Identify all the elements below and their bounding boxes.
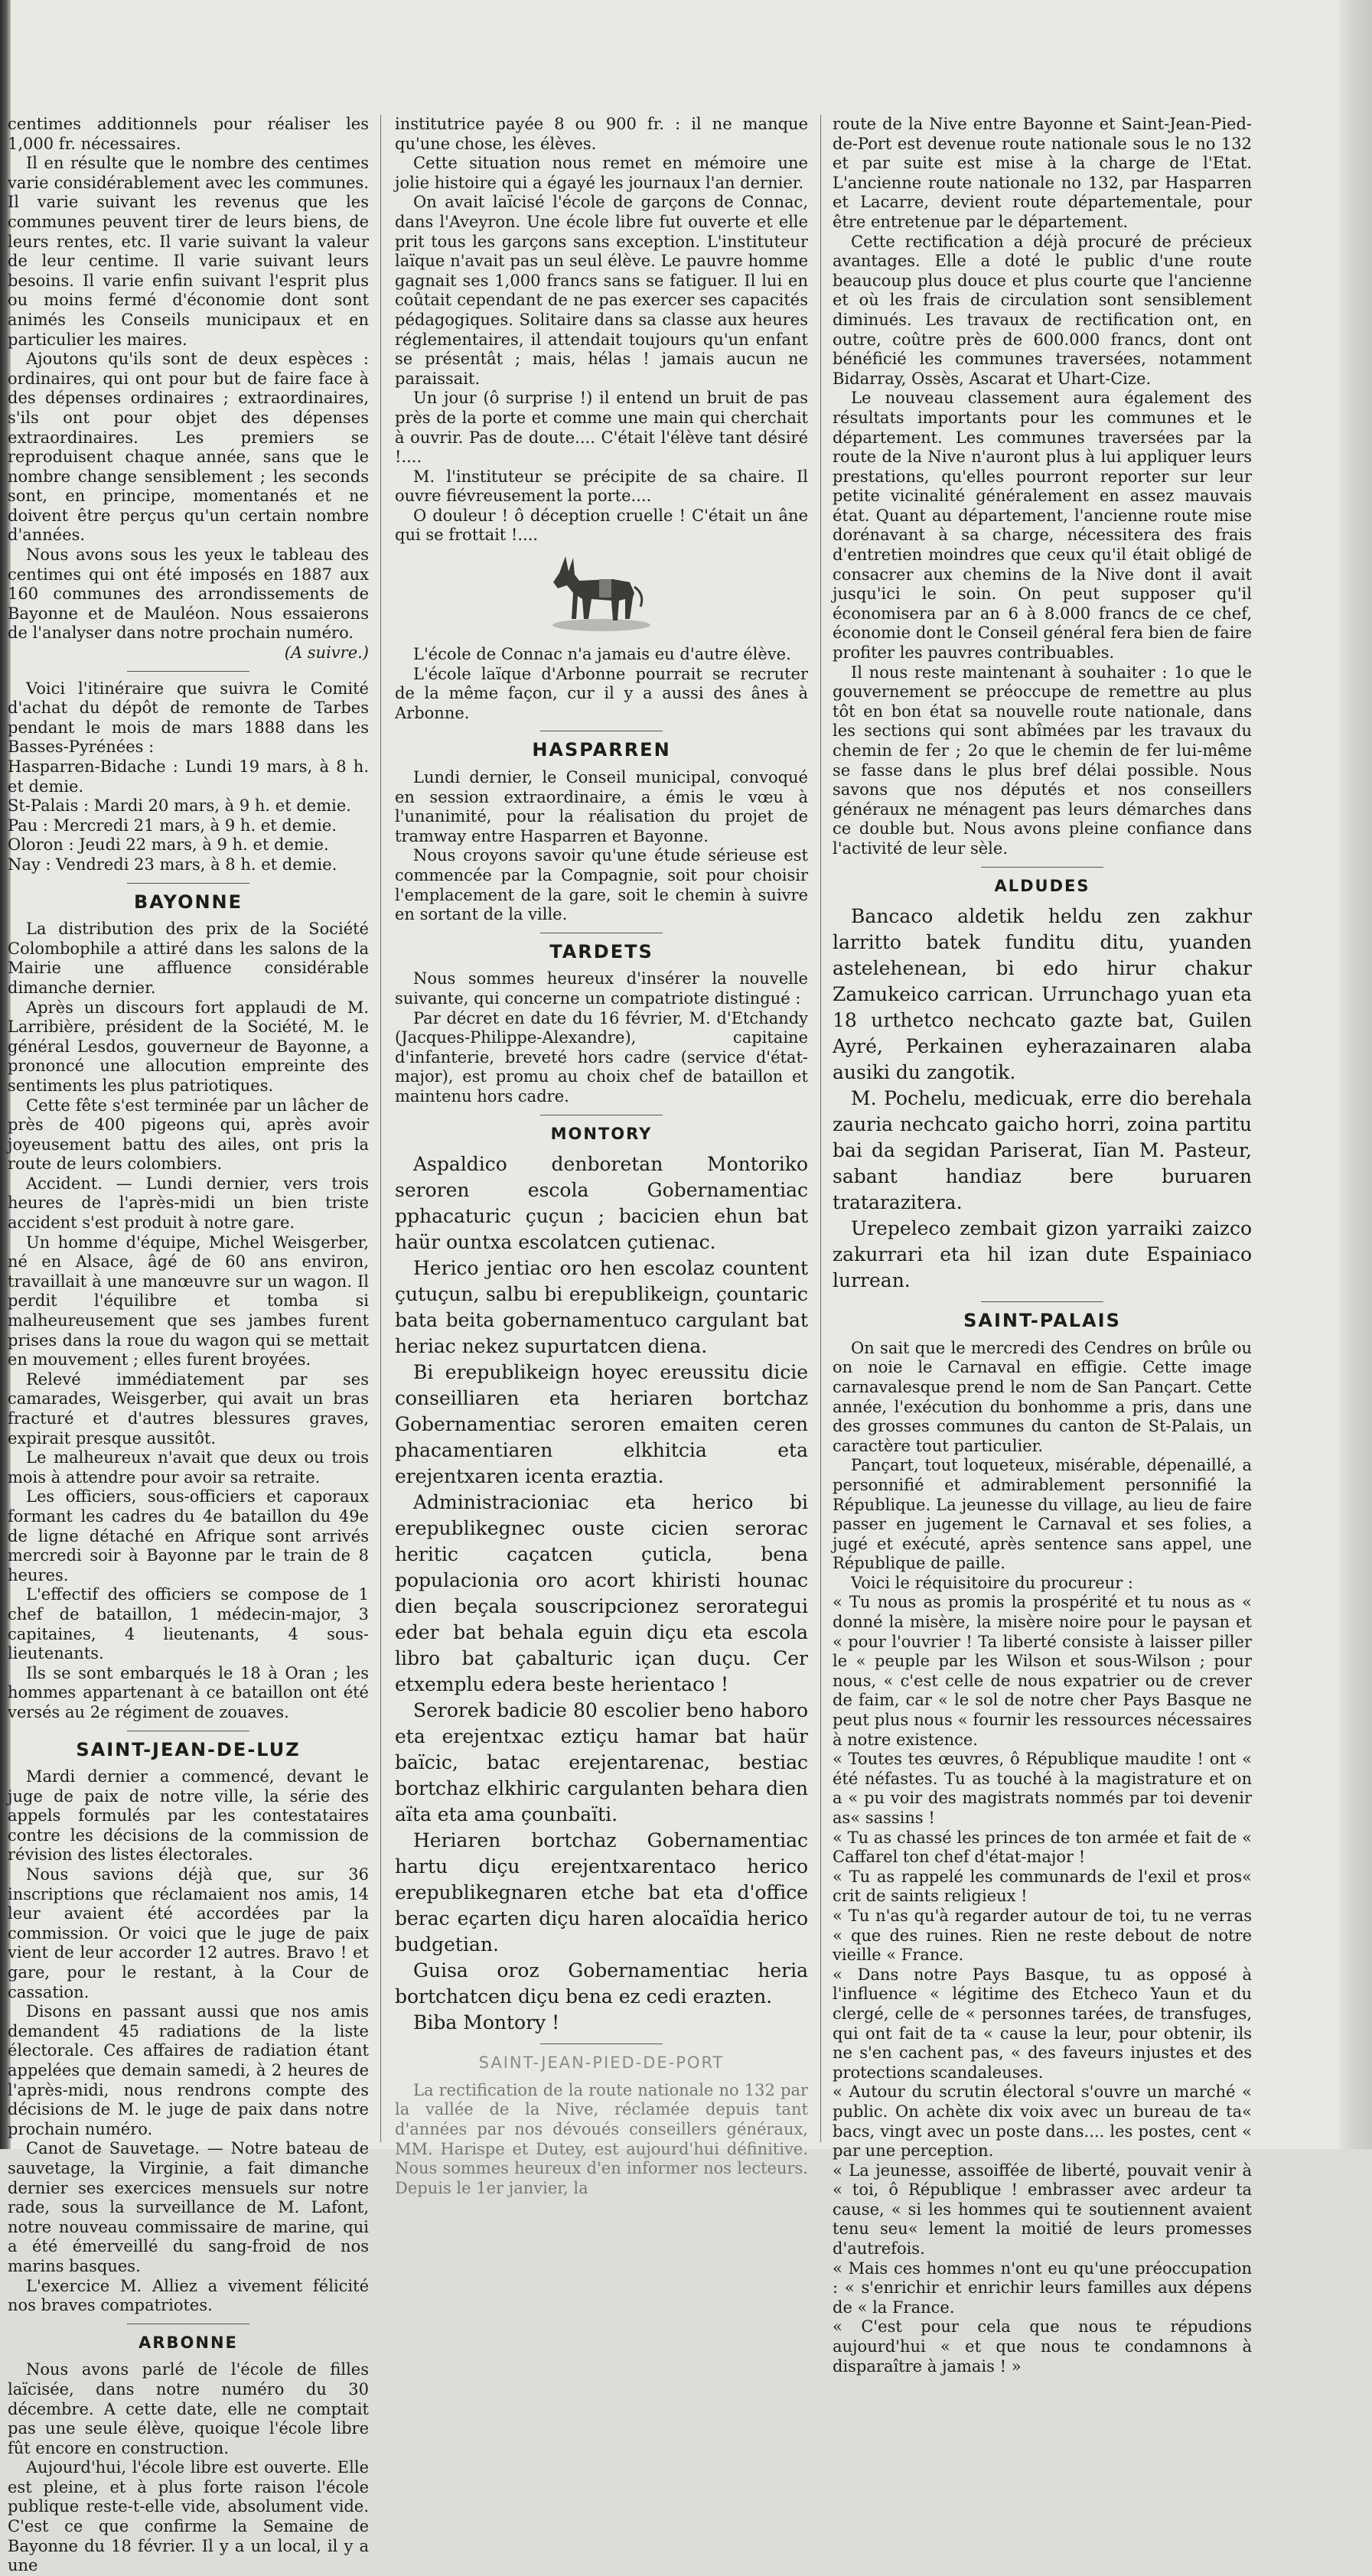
paragraph: Accident. — Lundi dernier, vers trois heures de l'après-midi un bien triste accident s'est produit à notre gare. xyxy=(8,1174,369,1233)
donkey-saddle xyxy=(599,579,611,598)
paragraph: L'effectif des officiers se compose de 1 chef de bataillon, 1 médecin-major, 3 capitaines, 4 lieutenants, 4 sous-lieutenants. xyxy=(8,1585,369,1663)
paragraph: La distribution des prix de la Société Colombophile a attiré dans les salons de la Mairie une affluence considérable dimanche dernier. xyxy=(8,920,369,997)
column-1 xyxy=(8,115,369,2575)
paragraph: Nous croyons savoir qu'une étude sérieuse est commencée par la Compagnie, soit pour choisir l'emplacement de la gare, soit le chemin à suivre en sortant de la ville. xyxy=(395,846,808,924)
aldudes-basque-text xyxy=(833,904,1252,1294)
paragraph: Serorek badicie 80 escolier beno haboro eta erejentxac eztiçu hamar bat haür baïcic, batac erejentarenac, bestiac bortchaz elkhiric cargulanten behara dien aïta eta ama çounbaïti. xyxy=(395,1699,808,1826)
column-rule xyxy=(380,115,381,2142)
itinerary-line: Nay : Vendredi 23 mars, à 8 h. et demie. xyxy=(8,855,337,874)
paragraph: Cette rectification a déjà procuré de précieux avantages. Elle a doté le public d'une route beaucoup plus douce et plus courte que l'ancienne et où les frais de circulation sont sensiblement diminués. Les travaux de rectification ont, en outre, coûtre près de 600.000 francs, dont ont bénéficié les communes traversées, notamment Bidarray, Ossès, Ascarat et Uhart-Cize. xyxy=(833,232,1252,388)
to-be-continued: (A suivre.) xyxy=(284,643,369,663)
quote-paragraph: « Tu nous as promis la prospérité et tu nous as « donné la misère, la misère noire pour le paysan et « pour l'ouvrier ! Ta liberté consiste à laisser piller le « peuple par les Wilson et sous-Wilson ; pour nous, « c'est celle de nous expatrier ou de crever de faim, car « le sol de notre cher Pays Basque ne peut plus nous « fournir les ressources nécessaires à notre existence. xyxy=(833,1593,1252,1749)
column-2 xyxy=(395,115,808,2197)
divider xyxy=(127,671,249,672)
paragraph: Cette situation nous remet en mémoire une jolie histoire qui a égayé les journaux l'an dernier. xyxy=(395,154,808,192)
page-right-margin xyxy=(1337,0,1372,2149)
paragraph: Voici le réquisitoire du procureur : xyxy=(851,1573,1133,1592)
itinerary-line: Oloron : Jeudi 22 mars, à 9 h. et demie. xyxy=(8,835,329,855)
paragraph: Un jour (ô surprise !) il entend un bruit de pas près de la porte et comme une main qui cherchait à ouvrir. Pas de doute.... C'était l'élève tant désiré !.... xyxy=(395,389,808,467)
section-title-arbonne: ARBONNE xyxy=(139,2333,238,2352)
quote-paragraph: « C'est pour cela que nous te répudions aujourd'hui « et que nous te condamnons à disparaître à jamais ! » xyxy=(833,2317,1252,2376)
ground-shadow xyxy=(552,619,650,631)
divider xyxy=(127,883,249,884)
paragraph: centimes additionnels pour réaliser les 1,000 fr. nécessaires. xyxy=(8,115,369,153)
paragraph: Bancaco aldetik heldu zen zakhur larritto batek funditu ditu, yuanden astelehenean, bi edo hirur chakur Zamukeico carrican. Urrunchago yuan eta 18 urthetco nechcato gazte bat, Guilen Ayré, Perkainen eyherazainaren alaba ausiki du zangotik. xyxy=(833,905,1252,1084)
quote-paragraph: « Tu n'as qu'à regarder autour de toi, tu ne verras « que des ruines. Rien ne reste debout de notre vieille « France. xyxy=(833,1906,1252,1965)
paragraph: La rectification de la route nationale no 132 par la vallée de la Nive, réclamée depuis tant d'années par nos dévoués conseillers généraux, MM. Harispe et Dutey, est aujourd'hui définitive. Nous sommes heureux d'en informer nos lecteurs. Depuis le 1er janvier, la xyxy=(395,2080,808,2197)
donkey-tail xyxy=(634,587,642,607)
paragraph: O douleur ! ô déception cruelle ! C'était un âne qui se frottait !.... xyxy=(395,506,808,545)
quote-paragraph: « La jeunesse, assoiffée de liberté, pouvait venir à « toi, ô République ! embrasser avec ardeur ta cause, « si les hommes qui te soutiennent avaient tenu seu« lement la moitié de leurs promesses d'autrefois. xyxy=(833,2161,1252,2258)
section-title-saint-palais: SAINT-PALAIS xyxy=(963,1310,1121,1332)
paragraph: Relevé immédiatement par ses camarades, Weisgerber, qui avait un bras fracturé et d'autres blessures graves, expirait presque aussitôt. xyxy=(8,1369,369,1448)
paragraph: Le nouveau classement aura également des résultats importants pour les communes et le département. Les communes traversées par la route de la Nive n'auront plus à lui appliquer leurs prestations, qu'elles pourront reporter sur leur petite vicinalité généralement en assez mauvais état. Quant au département, l'ancienne route mise dorénavant à sa charge, nécessitera des frais d'entretien moindres que ceux qu'il était obligé de consacrer aux chemins de la Nive dont il avait jusqu'ici le soin. On peut supposer qu'il économisera par an 6 à 8.000 francs de ce chef, économie dont le Conseil général fera bien de faire profiter les pauvres contribuables. xyxy=(833,389,1252,663)
itinerary-line: St-Palais : Mardi 20 mars, à 9 h. et demie. xyxy=(8,796,351,816)
paragraph: Cette fête s'est terminée par un lâcher de près de 400 pigeons qui, après avoir joyeusement battu des ailes, ont pris la route de leurs colombiers. xyxy=(8,1096,369,1174)
donkey-illustration xyxy=(544,550,659,634)
paragraph: Il nous reste maintenant à souhaiter : 1o que le gouvernement se préoccupe de remettre au plus tôt en bon état sa nouvelle route nationale, dans les sections qui sont abîmées par les travaux du chemin de fer ; 2o que le chemin de fer lui-même se fasse dans le plus bref délai possible. Nous savons que nos députés et nos conseillers généraux ne ménagent pas leurs démarches dans ce double but. Nous avons pleine confiance dans l'activité de leur sèle. xyxy=(833,663,1252,858)
paragraph: route de la Nive entre Bayonne et Saint-Jean-Pied-de-Port est devenue route nationale sous le no 132 et par suite est mise à la charge de l'Etat. L'ancienne route nationale no 132, par Hasparren et Lacarre, devient route départementale, pour être entretenue par le département. xyxy=(833,115,1252,231)
quote-paragraph: « Dans notre Pays Basque, tu as opposé à l'influence « légitime des Etcheco Yaun et du clergé, celle de « personnes tarées, de transfuges, qui ont fait de ta « cause la leur, pour obtenir, ils ne s'en cachent pas, « des faveurs injustes et des protections scandaleuses. xyxy=(833,1965,1252,2082)
section-title-saint-jean-pied-de-port: SAINT-JEAN-PIED-DE-PORT xyxy=(478,2053,725,2073)
paragraph: Il en résulte que le nombre des centimes varie considérablement avec les communes. Il varie suivant les revenus que les communes peuvent tirer de leurs biens, de leurs rentes, etc. Il varie suivant la valeur de leur centime. Il varie suivant leurs besoins. Il varie enfin suivant l'esprit plus ou moins fermé d'économie dont sont animés les Conseils municipaux et en particulier les maires. xyxy=(8,154,369,349)
paragraph: On sait que le mercredi des Cendres on brûle ou on noie le Carnaval en effigie. Cette image carnavalesque prend le nom de San Pançart. Cette année, l'exécution du bonhomme a pris, dans une des grosses communes du canton de St-Palais, un caractère tout particulier. xyxy=(833,1338,1252,1455)
section-title-aldudes: ALDUDES xyxy=(994,876,1090,895)
paragraph: Administracioniac eta herico bi erepublikegnec ouste cicien serorac heritic caçatcen çuticla, bena populacionia oro acort khiristi hounac dien beçala souscripcionez serorategui eder bat behala eguin diçu eta escola libro bat çabalturic içan duçu. Cer etxemplu edera beste herientaco ! xyxy=(395,1491,808,1696)
requisitoire-quote xyxy=(833,1593,1252,2376)
paragraph: Aspaldico denboretan Montoriko seroren escola Gobernamentiac pphacaturic çuçun ; bacicien ehun bat haür ountxa escolatcen çutienac. xyxy=(395,1153,808,1254)
paragraph: Les officiers, sous-officiers et caporaux formant les cadres du 4e bataillon du 49e de ligne détaché en Afrique sont arrivés mercredi soir à Bayonne par le train de 8 heures. xyxy=(8,1487,369,1584)
quote-paragraph: « Autour du scrutin électoral s'ouvre un marché « public. On achète dix voix avec un bureau de ta« bacs, vingt avec un poste dans.... les postes, cent « par une perception. xyxy=(833,2083,1252,2161)
quote-paragraph: « Toutes tes œuvres, ô République maudite ! ont « été néfastes. Tu as touché à la magistrature et on a « pu voir des magistrats nommés par toi devenir as« sassins ! xyxy=(833,1750,1252,1827)
paragraph: Nous avons sous les yeux le tableau des centimes qui ont été imposés en 1887 aux 160 communes des arrondissements de Bayonne et de Mauléon. Nous essaierons de l'analyser dans notre prochain numéro. xyxy=(8,545,369,643)
itinerary-line: Pau : Mercredi 21 mars, à 9 h. et demie. xyxy=(8,816,337,835)
paragraph: Canot de Sauvetage. — Notre bateau de sauvetage, la Virginie, a fait dimanche dernier ses exercices mensuels sur notre rade, sous la surveillance de M. Lafont, notre nouveau commissaire de marine, qui a été émerveillé du sang-froid de nos marins basques. xyxy=(8,2139,369,2275)
paragraph: Un homme d'équipe, Michel Weisgerber, né en Alsace, âgé de 60 ans environ, travaillait à une manœuvre sur un wagon. Il perdit l'équilibre et tomba si malheureusement que ses jambes furent prises dans la roue du wagon qui se mettait en mouvement ; elles furent broyées. xyxy=(8,1233,369,1369)
paragraph: Ajoutons qu'ils sont de deux espèces : ordinaires, qui ont pour but de faire face à des dépenses ordinaires ; extraordinaires, s'ils ont pour objet des dépenses extraordinaires. Les premiers se reproduisent chaque année, sans que le nombre change sensiblement ; les seconds sont, en principe, momentanés et ne doivent être perçus qu'un certain nombre d'années. xyxy=(8,350,369,545)
paragraph: Aujourd'hui, l'école libre est ouverte. Elle est pleine, et à plus forte raison l'école publique reste-t-elle vide, absolument vide. C'est ce que confirme la Semaine de Bayonne du 18 février. Il y a un local, il y a une xyxy=(8,2458,369,2575)
paragraph: Bi erepublikeign hoyec ereussitu dicie conseilliaren eta heriaren bortchaz Gobernamentiac seroren emaiten ceren phacamentiaren elkhitcia eta erejentxaren icenta eraztia. xyxy=(395,1361,808,1488)
paragraph: Mardi dernier a commencé, devant le juge de paix de notre ville, la série des appels formulés par les contestataires contre les décisions de la commission de révision des listes électorales. xyxy=(8,1767,369,1864)
section-title-hasparren: HASPARREN xyxy=(532,739,671,761)
column-rule xyxy=(820,115,821,2142)
paragraph: L'école laïque d'Arbonne pourrait se recruter de la même façon, cur il y a aussi des ânes à Arbonne. xyxy=(395,664,808,722)
paragraph: Nous savions déjà que, sur 36 inscriptions que réclamaient nos amis, 14 leur avaient été accordées par la commission. Or voici que le juge de paix vient de leur accorder 12 autres. Bravo ! et gare, pour le restant, à la Cour de cassation. xyxy=(8,1865,369,2001)
paragraph: Pançart, tout loqueteux, misérable, dépenaillé, a personnifié et admirablement personnifié la République. La jeunesse du village, au lieu de faire passer en jugement le Carnaval et ses folies, a jugé et exécuté, après sentence sans appel, une République de paille. xyxy=(833,1456,1252,1573)
paragraph: Le malheureux n'avait que deux ou trois mois à attendre pour avoir sa retraite. xyxy=(8,1448,369,1487)
column-3 xyxy=(833,115,1252,2376)
quote-paragraph: « Tu as chassé les princes de ton armée et fait de « Caffarel ton chef d'état-major ! xyxy=(833,1828,1252,1867)
paragraph: Après un discours fort applaudi de M. Larribière, président de la Société, M. le général Lesdos, gouverneur de Bayonne, a prononcé une allocution empreinte des sentiments les plus patriotiques. xyxy=(8,998,369,1095)
section-title-montory: MONTORY xyxy=(550,1124,653,1143)
donkey-silhouette xyxy=(553,556,634,620)
divider xyxy=(981,867,1103,868)
paragraph: Biba Montory ! xyxy=(413,2011,560,2034)
paragraph: Guisa oroz Gobernamentiac heria bortchatcen diçu bena ez cedi erazten. xyxy=(395,1959,808,2008)
paragraph: Disons en passant aussi que nos amis demandent 45 radiations de la liste électorale. Ces affaires de radiation étant appelées que demain samedi, à 2 heures de l'après-midi, nous rendrons compte des décisions de M. le juge de paix dans notre prochain numéro. xyxy=(8,2002,369,2138)
paragraph: L'exercice M. Alliez a vivement félicité nos braves compatriotes. xyxy=(8,2276,369,2315)
itinerary-intro: Voici l'itinéraire que suivra le Comité d'achat du dépôt de remonte de Tarbes pendant le mois de mars 1888 dans les Basses-Pyrénées : xyxy=(8,679,369,757)
paragraph: M. Pochelu, medicuak, erre dio berehala zauria nechcato gaicho horri, zoina partitu bai da segidan Pariserat, Iïan M. Pasteur, sabant handiaz bere buruaren tratarazitera. xyxy=(833,1087,1252,1214)
paragraph: institutrice payée 8 ou 900 fr. : il ne manque qu'une chose, les élèves. xyxy=(395,115,808,153)
divider xyxy=(981,1301,1103,1302)
paragraph: M. l'instituteur se précipite de sa chaire. Il ouvre fiévreusement la porte.... xyxy=(395,467,808,506)
paragraph: Lundi dernier, le Conseil municipal, convoqué en session extraordinaire, a émis le vœu à l'unanimité, pour la réalisation du projet de tramway entre Hasparren et Bayonne. xyxy=(395,768,808,845)
paragraph: Herico jentiac oro hen escolaz countent çutuçun, salbu bi erepublikeign, çountaric bata beita gobernamentuco cargulant bat heriac nekez supurtatcen diena. xyxy=(395,1257,808,1358)
paragraph: Nous sommes heureux d'insérer la nouvelle suivante, qui concerne un compatriote distingué : xyxy=(395,969,808,1008)
montory-basque-text xyxy=(395,1151,808,2036)
paragraph: Urepeleco zembait gizon yarraiki zaizco zakurrari eta hil izan dute Espainiaco lurrean. xyxy=(833,1217,1252,1292)
paragraph: Heriaren bortchaz Gobernamentiac hartu diçu erejentxarentaco herico erepublikegnaren etche bat eta d'office berac eçarten diçu haren alocaïdia herico budgetian. xyxy=(395,1829,808,1956)
section-title-bayonne: BAYONNE xyxy=(133,891,243,913)
quote-paragraph: « Mais ces hommes n'ont eu qu'une préoccupation : « s'enrichir et enrichir leurs familles aux dépens de « la France. xyxy=(833,2258,1252,2317)
quote-paragraph: « Tu as rappelé les communards de l'exil et pros« crit de saints religieux ! xyxy=(833,1867,1252,1906)
section-title-tardets: TARDETS xyxy=(549,940,653,962)
paragraph: Ils se sont embarqués le 18 à Oran ; les hommes appartenant à ce bataillon ont été versés au 2e régiment de zouaves. xyxy=(8,1663,369,1721)
itinerary-line: Hasparren-Bidache : Lundi 19 mars, à 8 h. et demie. xyxy=(8,757,369,796)
paragraph: L'école de Connac n'a jamais eu d'autre élève. xyxy=(413,645,791,664)
section-title-saint-jean-de-luz: SAINT-JEAN-DE-LUZ xyxy=(76,1738,301,1760)
paragraph: Nous avons parlé de l'école de filles laïcisée, dans notre numéro du 30 décembre. A cette date, elle ne comptait pas une seule élève, quoique l'école libre fût encore en construction. xyxy=(8,2360,369,2457)
paragraph: On avait laïcisé l'école de garçons de Connac, dans l'Aveyron. Une école libre fut ouverte et elle prit tous les garçons sans exception. L'instituteur laïque n'avait pas un seul élève. Le pauvre homme gagnait ses 1,000 francs sans se fatiguer. Il lui en coûtait cependant de ne pas exercer ses capacités pédagogiques. Solitaire dans sa classe aux heures réglementaires, il attendait toujours qu'un enfant se présentât ; mais, hélas ! jamais aucun ne paraissait. xyxy=(395,193,808,388)
paragraph: Par décret en date du 16 février, M. d'Etchandy (Jacques-Philippe-Alexandre), capitaine d'infanterie, breveté hors cadre (service d'état-major), est promu au choix chef de bataillon et maintenu hors cadre. xyxy=(395,1008,808,1106)
